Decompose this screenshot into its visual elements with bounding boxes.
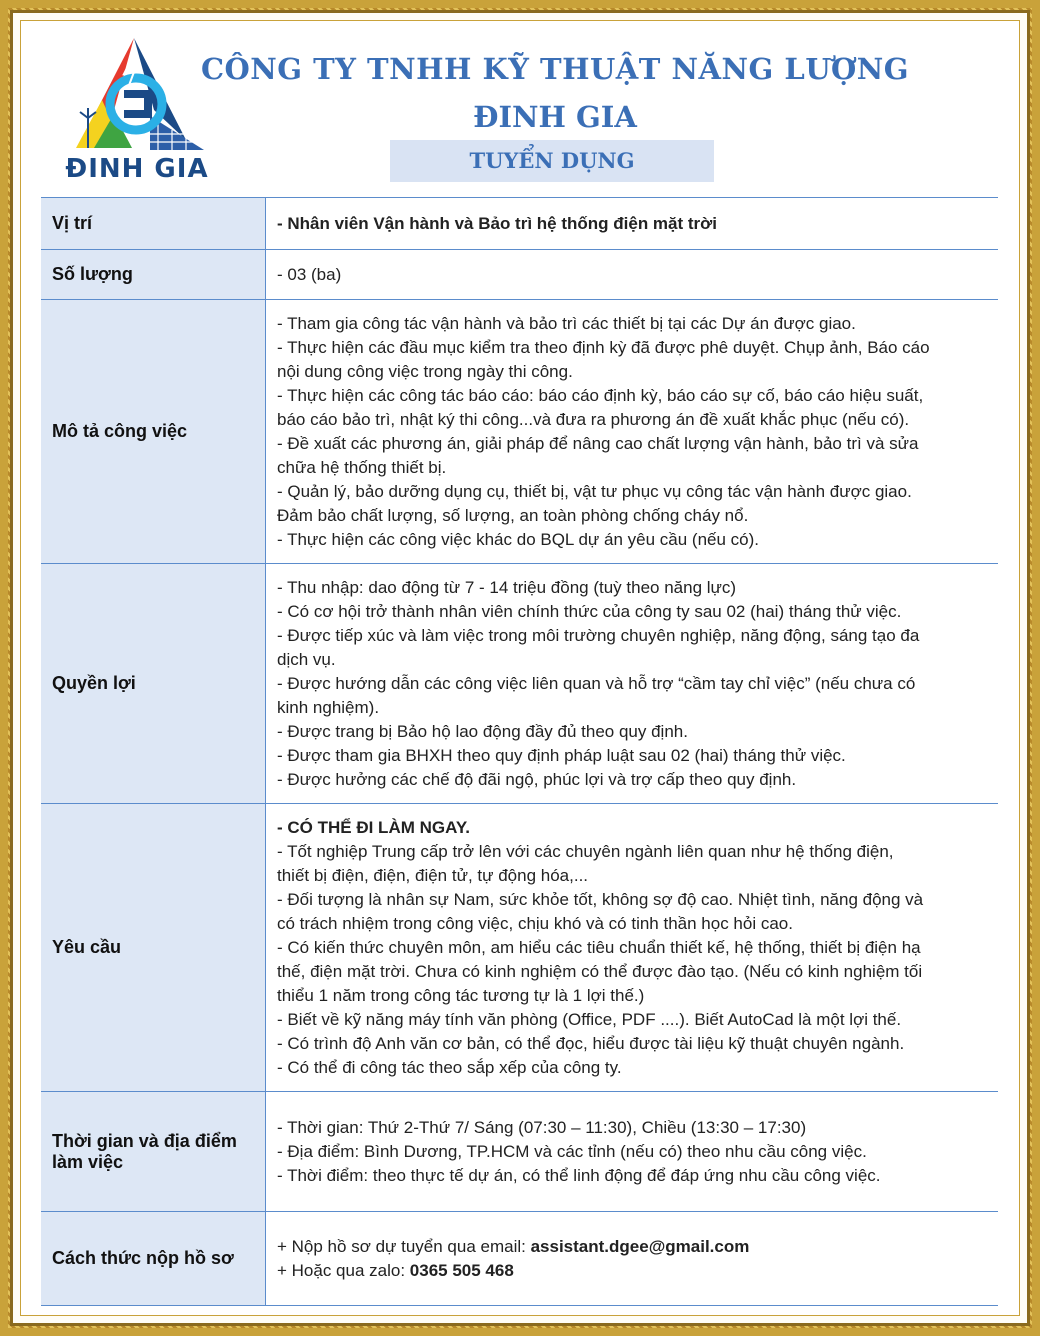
- label-quantity: Số lượng: [41, 250, 266, 300]
- schedule-line: - Địa điểm: Bình Dương, TP.HCM và các tỉnh (nếu có) theo nhu cầu công việc.: [277, 1141, 867, 1161]
- benefit-line: - Có cơ hội trở thành nhân viên chính thức của công ty sau 02 (hai) tháng thử việc.: [277, 601, 902, 621]
- schedule-label-line: Thời gian và địa điểm: [52, 1130, 237, 1151]
- requirement-line: có trách nhiệm trong công việc, chịu khó và có tinh thần học hỏi cao.: [277, 913, 793, 933]
- benefit-line: - Được tiếp xúc và làm việc trong môi trường chuyên nghiệp, năng động, sáng tạo đa: [277, 625, 920, 645]
- value-position: - Nhân viên Vận hành và Bảo trì hệ thống điện mặt trời: [266, 198, 999, 250]
- requirement-line: - Biết về kỹ năng máy tính văn phòng (Office, PDF ....). Biết AutoCad là một lợi thế.: [277, 1009, 902, 1029]
- requirement-line: - Đối tượng là nhân sự Nam, sức khỏe tốt, không sợ độ cao. Nhiệt tình, năng động và: [277, 889, 924, 909]
- company-name-line2: ĐINH GIA: [473, 100, 637, 134]
- apply-zalo-prefix: + Hoặc qua zalo:: [277, 1260, 410, 1280]
- value-quantity: - 03 (ba): [266, 250, 999, 300]
- value-requirements: [266, 804, 999, 1092]
- label-description: Mô tả công việc: [41, 300, 266, 564]
- benefit-line: dịch vụ.: [277, 649, 336, 669]
- apply-zalo-line: [277, 1259, 988, 1283]
- description-line: - Thực hiện các đầu mục kiểm tra theo định kỳ đã được phê duyệt. Chụp ảnh, Báo cáo: [277, 337, 930, 357]
- header: [40, 26, 1000, 191]
- apply-zalo[interactable]: 0365 505 468: [409, 1260, 514, 1280]
- schedule-line: - Thời gian: Thứ 2-Thứ 7/ Sáng (07:30 – 11:30), Chiều (13:30 – 17:30): [277, 1117, 807, 1137]
- row-quantity: [41, 250, 998, 300]
- benefit-line: - Được hướng dẫn các công việc liên quan và hỗ trợ “cầm tay chỉ việc” (nếu chưa có: [277, 673, 916, 693]
- description-line: - Thực hiện các công việc khác do BQL dự án yêu cầu (nếu có).: [277, 529, 760, 549]
- description-line: nội dung công việc trong ngày thi công.: [277, 361, 573, 381]
- label-requirements: Yêu cầu: [41, 804, 266, 1092]
- label-position: Vị trí: [41, 198, 266, 250]
- requirement-line: - Có kiến thức chuyên môn, am hiểu các tiêu chuẩn thiết kế, hệ thống, thiết bị điện hạ: [277, 937, 921, 957]
- benefit-line: - Được tham gia BHXH theo quy định pháp luật sau 02 (hai) tháng thử việc.: [277, 745, 846, 765]
- value-benefits: [266, 564, 999, 804]
- requirement-line: - Tốt nghiệp Trung cấp trở lên với các chuyên ngành liên quan như hệ thống điện,: [277, 841, 894, 861]
- row-requirements: [41, 804, 998, 1092]
- company-name-line1: CÔNG TY TNHH KỸ THUẬT NĂNG LƯỢNG: [200, 52, 910, 86]
- schedule-line: - Thời điểm: theo thực tế dự án, có thể linh động để đáp ứng nhu cầu công việc.: [277, 1165, 881, 1185]
- description-line: - Tham gia công tác vận hành và bảo trì các thiết bị tại các Dự án được giao.: [277, 313, 856, 333]
- requirement-line: - Có thể đi công tác theo sắp xếp của công ty.: [277, 1057, 622, 1077]
- value-description: [266, 300, 999, 564]
- requirement-line: thiểu 1 năm trong công tác tương tự là 1 lợi thế.): [277, 985, 645, 1005]
- description-line: Đảm bảo chất lượng, số lượng, an toàn phòng chống cháy nổ.: [277, 505, 749, 525]
- benefit-line: kinh nghiệm).: [277, 697, 380, 717]
- job-info-table: [41, 197, 998, 1306]
- requirement-line: - Có trình độ Anh văn cơ bản, có thể đọc, hiểu được tài liệu kỹ thuật chuyên ngành.: [277, 1033, 905, 1053]
- benefit-line: - Thu nhập: dao động từ 7 - 14 triệu đồng (tuỳ theo năng lực): [277, 577, 737, 597]
- requirement-line: thiết bị điện, điện, điện tử, tự động hóa,...: [277, 865, 589, 885]
- recruitment-title: TUYỂN DỤNG: [390, 140, 714, 182]
- value-apply: [266, 1212, 999, 1306]
- label-schedule: [41, 1092, 266, 1212]
- label-apply: Cách thức nộp hồ sơ: [41, 1212, 266, 1306]
- label-benefits: Quyền lợi: [41, 564, 266, 804]
- description-line: chữa hệ thống thiết bị.: [277, 457, 447, 477]
- row-schedule: [41, 1092, 998, 1212]
- row-description: [41, 300, 998, 564]
- requirement-headline: - CÓ THỂ ĐI LÀM NGAY.: [277, 817, 470, 837]
- row-position: [41, 198, 998, 250]
- description-line: - Thực hiện các công tác báo cáo: báo cáo định kỳ, báo cáo sự cố, báo cáo hiệu suất,: [277, 385, 924, 405]
- benefit-line: - Được trang bị Bảo hộ lao động đầy đủ theo quy định.: [277, 721, 688, 741]
- description-line: báo cáo bảo trì, nhật ký thi công...và đưa ra phương án đề xuất khắc phục (nếu có).: [277, 409, 910, 429]
- schedule-label-line: làm việc: [52, 1151, 124, 1172]
- apply-email-line: [277, 1235, 988, 1259]
- apply-email[interactable]: assistant.dgee@gmail.com: [530, 1236, 750, 1256]
- description-line: - Đề xuất các phương án, giải pháp để nâng cao chất lượng vận hành, bảo trì và sửa: [277, 433, 919, 453]
- benefit-line: - Được hưởng các chế độ đãi ngộ, phúc lợi và trợ cấp theo quy định.: [277, 769, 797, 789]
- row-apply: [41, 1212, 998, 1306]
- apply-email-prefix: + Nộp hồ sơ dự tuyển qua email:: [277, 1236, 531, 1256]
- value-schedule: [266, 1092, 999, 1212]
- description-line: - Quản lý, bảo dưỡng dụng cụ, thiết bị, vật tư phục vụ công tác vận hành được giao.: [277, 481, 912, 501]
- logo-wordmark: ĐINH GIA: [65, 154, 209, 184]
- row-benefits: [41, 564, 998, 804]
- requirement-line: thế, điện mặt trời. Chưa có kinh nghiệm có thể được đào tạo. (Nếu có kinh nghiệm tối: [277, 961, 923, 981]
